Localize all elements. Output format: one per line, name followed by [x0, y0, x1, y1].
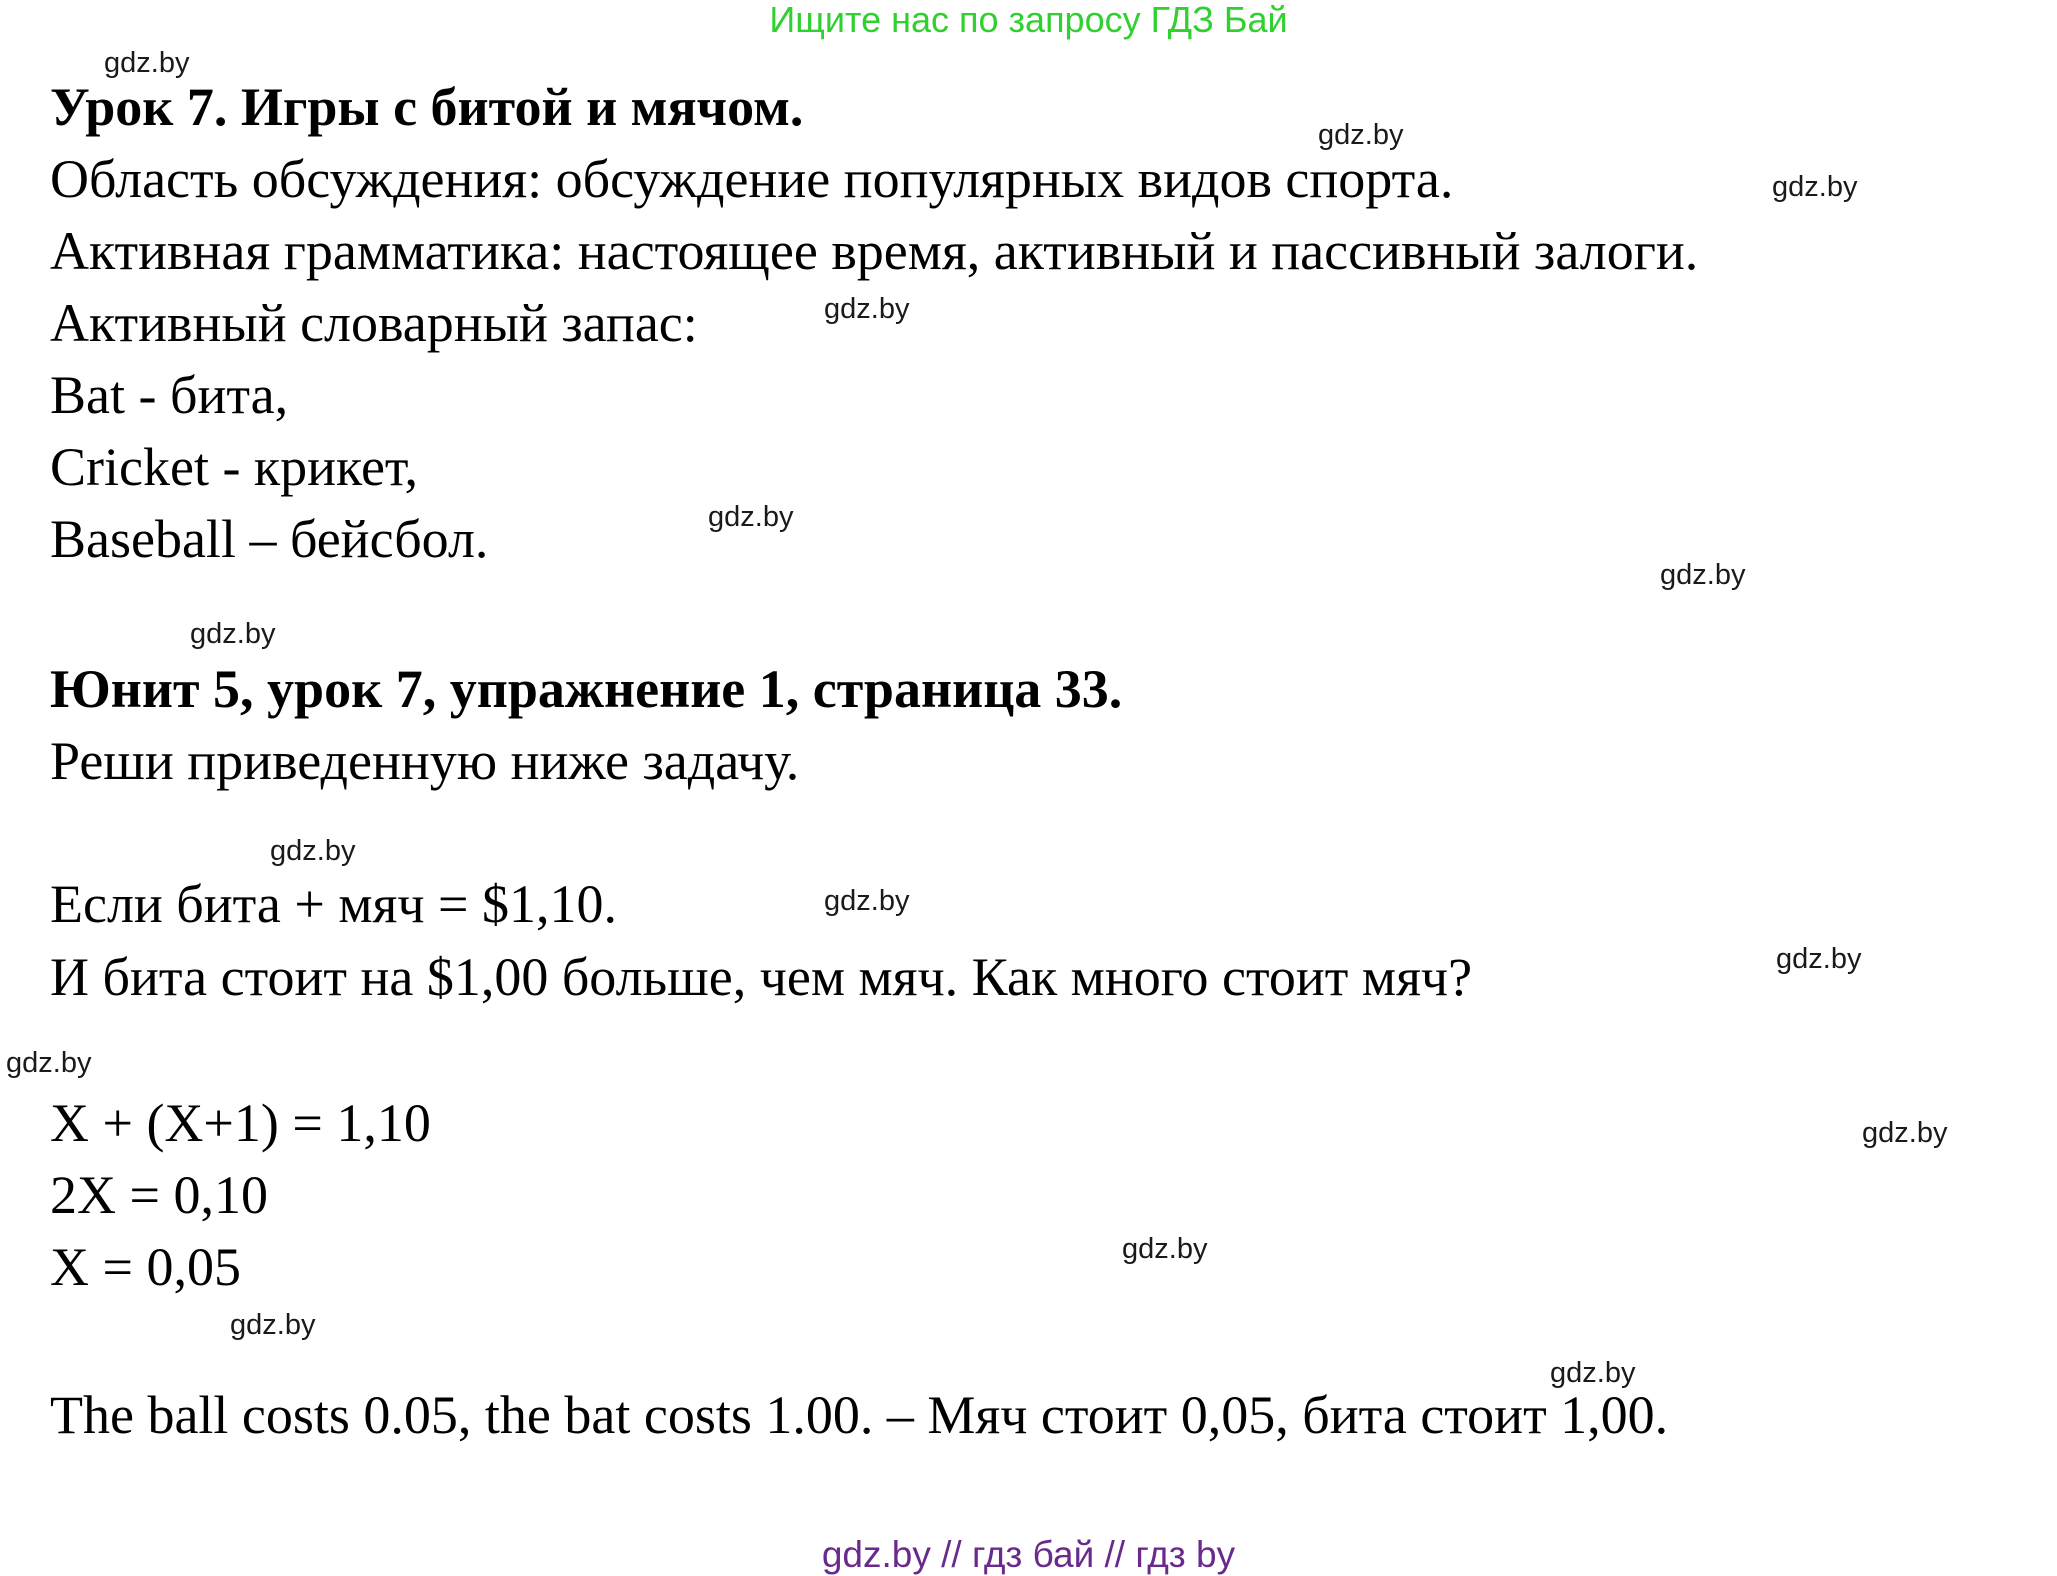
- answer-line: The ball costs 0.05, the bat costs 1.00. – Мяч стоит 0,05, бита стоит 1,00.: [50, 1385, 1669, 1445]
- watermark: gdz.by: [824, 293, 910, 325]
- watermark: gdz.by: [708, 501, 794, 533]
- vocab-item: Cricket - крикет,: [50, 437, 418, 497]
- watermark: gdz.by: [1862, 1117, 1948, 1149]
- solution-line: X = 0,05: [50, 1237, 241, 1297]
- watermark: gdz.by: [190, 618, 276, 650]
- discussion-area: Область обсуждения: обсуждение популярных видов спорта.: [50, 149, 1454, 209]
- vocab-item: Baseball – бейсбол.: [50, 509, 489, 569]
- watermark: gdz.by: [1318, 119, 1404, 151]
- vocab-heading: Активный словарный запас:: [50, 293, 698, 353]
- watermark: gdz.by: [1550, 1357, 1636, 1389]
- vocab-item: Bat - бита,: [50, 365, 289, 425]
- watermark: gdz.by: [104, 47, 190, 79]
- exercise-instruction: Реши приведенную ниже задачу.: [50, 731, 800, 791]
- search-banner: Ищите нас по запросу ГДЗ Бай: [769, 0, 1288, 40]
- watermark: gdz.by: [1122, 1233, 1208, 1265]
- problem-line: И бита стоит на $1,00 больше, чем мяч. Как много стоит мяч?: [50, 947, 1473, 1007]
- watermark: gdz.by: [1776, 943, 1862, 975]
- watermark: gdz.by: [1660, 559, 1746, 591]
- lesson-title: Урок 7. Игры с битой и мячом.: [50, 77, 804, 137]
- exercise-title: Юнит 5, урок 7, упражнение 1, страница 33.: [50, 659, 1123, 719]
- problem-line: Если бита + мяч = $1,10.: [50, 874, 617, 934]
- solution-line: X + (X+1) = 1,10: [50, 1093, 431, 1153]
- watermark: gdz.by: [824, 885, 910, 917]
- footer-links: gdz.by // гдз бай // гдз by: [821, 1534, 1236, 1575]
- watermark: gdz.by: [6, 1047, 92, 1079]
- active-grammar: Активная грамматика: настоящее время, активный и пассивный залоги.: [50, 221, 1699, 281]
- watermark: gdz.by: [230, 1309, 316, 1341]
- solution-line: 2X = 0,10: [50, 1165, 268, 1225]
- watermark: gdz.by: [270, 835, 356, 867]
- watermark: gdz.by: [1772, 171, 1858, 203]
